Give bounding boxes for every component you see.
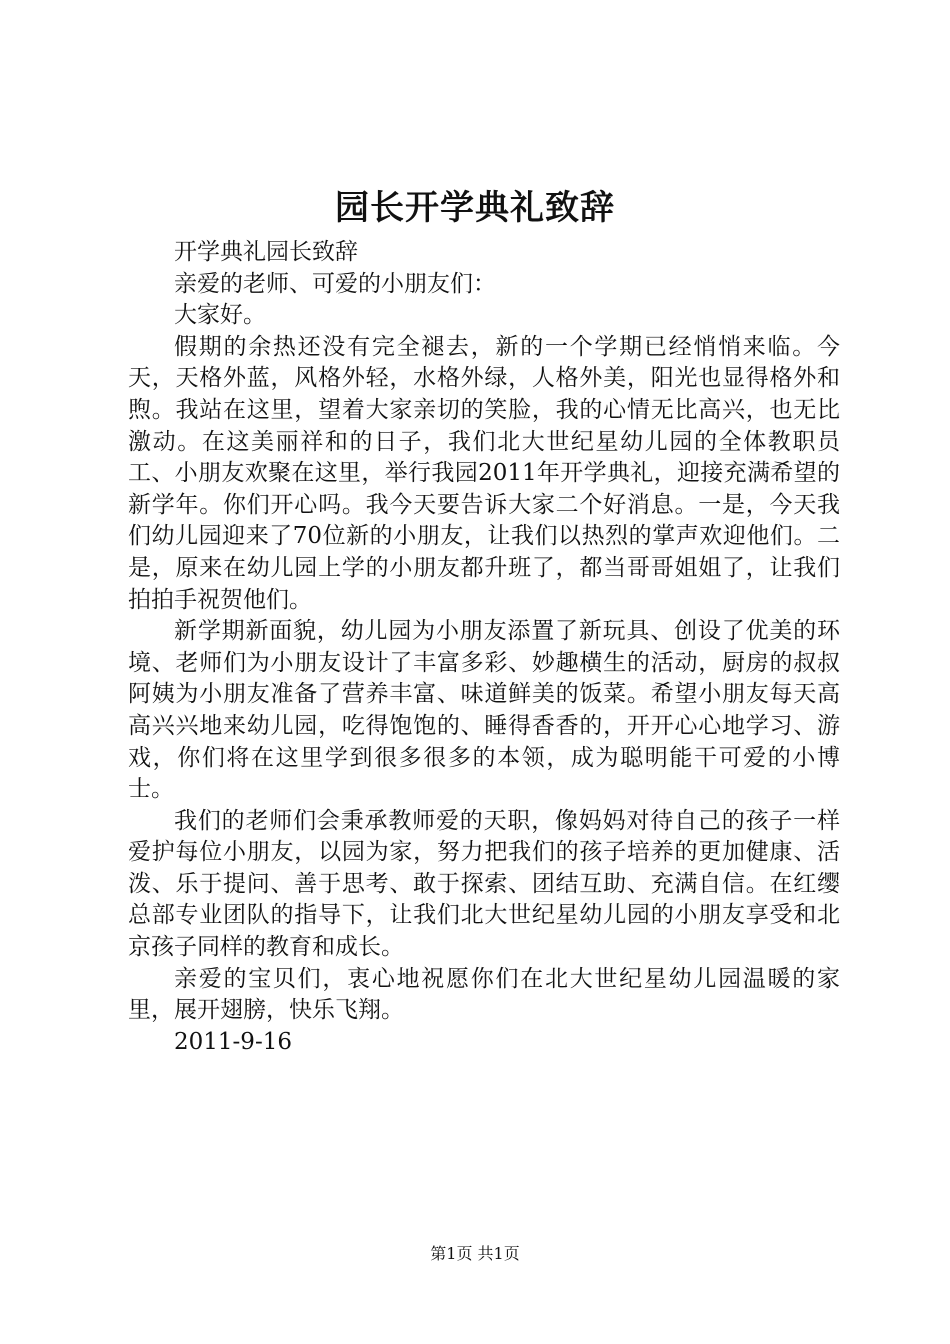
document-body: [128, 237, 840, 1058]
body-paragraph-salutation: 亲爱的老师、可爱的小朋友们：: [174, 270, 496, 297]
body-paragraph-1: 假期的余热还没有完全褪去，新的一个学期已经悄悄来临。今天，天格外蓝，风格外轻，水格外绿，人格外美，阳光也显得格外和煦。我站在这里，望着大家亲切的笑脸，我的心情无比高兴，也无比激动。在这美丽祥和的日子，我们北大世纪星幼儿园的全体教职员工、小朋友欢聚在这里，举行我园2011年开学典礼，迎接充满希望的新学年。你们开心吗。我今天要告诉大家二个好消息。一是，今天我们幼儿园迎来了70位新的小朋友，让我们以热烈的掌声欢迎他们。二是，原来在幼儿园上学的小朋友都升班了，都当哥哥姐姐了，让我们拍拍手祝贺他们。: [128, 333, 840, 613]
body-paragraph-4: 亲爱的宝贝们，衷心地祝愿你们在北大世纪星幼儿园温暖的家里，展开翅膀，快乐飞翔。: [128, 965, 840, 1024]
body-paragraph-2: 新学期新面貌，幼儿园为小朋友添置了新玩具、创设了优美的环境、老师们为小朋友设计了丰富多彩、妙趣横生的活动，厨房的叔叔阿姨为小朋友准备了营养丰富、味道鲜美的饭菜。希望小朋友每天高高兴兴地来幼儿园，吃得饱饱的、睡得香香的，开开心心地学习、游戏，你们将在这里学到很多很多的本领，成为聪明能干可爱的小博士。: [128, 618, 840, 803]
document-title: 园长开学典礼致辞: [335, 188, 615, 228]
body-paragraph-3: 我们的老师们会秉承教师爱的天职，像妈妈对待自己的孩子一样爱护每位小朋友，以园为家，努力把我们的孩子培养的更加健康、活泼、乐于提问、善于思考、敢于探索、团结互助、充满自信。在红缨总部专业团队的指导下，让我们北大世纪星幼儿园的小朋友享受和北京孩子同样的教育和成长。: [128, 807, 840, 961]
page-footer: 第1页 共1页: [430, 1244, 520, 1263]
body-paragraph-subtitle: 开学典礼园长致辞: [174, 239, 358, 265]
body-paragraph-greeting: 大家好。: [174, 302, 266, 329]
body-paragraph-date: 2011-9-16: [174, 1028, 292, 1055]
